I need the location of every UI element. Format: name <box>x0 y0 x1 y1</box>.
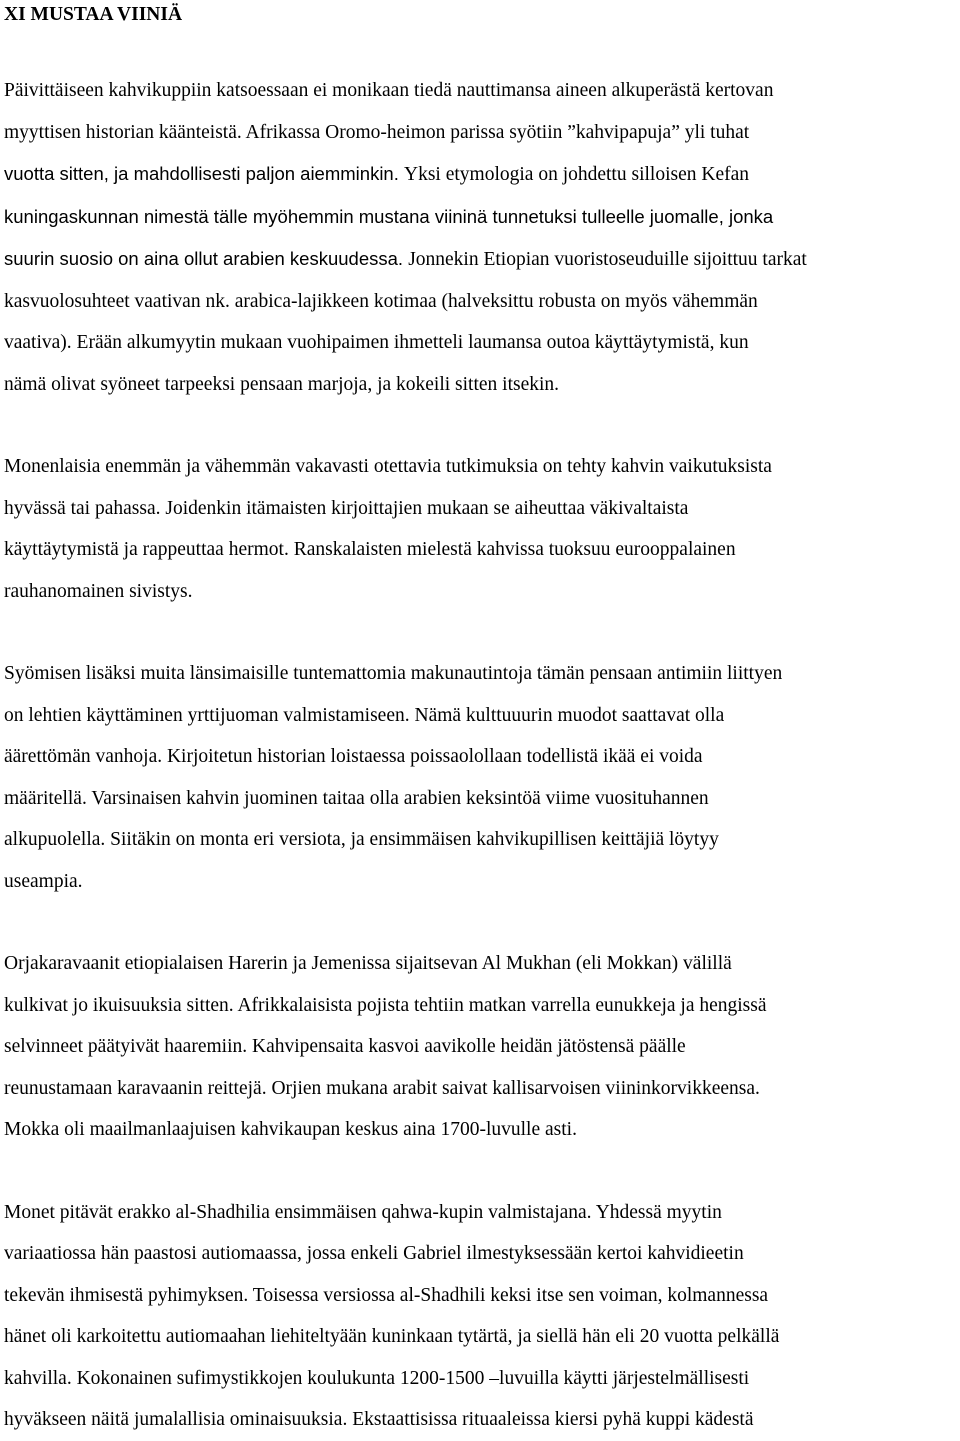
text-line: useampia. <box>4 870 83 892</box>
text-segment: Jonnekin Etiopian vuoristoseuduille sijoittuu tarkat <box>408 249 807 270</box>
text-line: kasvuolosuhteet vaativan nk. arabica-lajikkeen kotimaa (halveksittu robusta on myös vähemmän <box>4 290 758 312</box>
text-line: Mokka oli maailmanlaajuisen kahvikaupan keskus aina 1700-luvulle asti. <box>4 1119 577 1140</box>
chapter-title: XI MUSTAA VIINIÄ <box>4 4 183 25</box>
text-line: alkupuolella. Siitäkin on monta eri versiota, ja ensimmäisen kahvikupillisen keittäjiä löytyy <box>4 829 719 850</box>
text-line: Orjakaravaanit etiopialaisen Harerin ja Jemenissa sijaitsevan Al Mukhan (eli Mokkan) välillä <box>4 953 732 974</box>
text-line: äärettömän vanhoja. Kirjoitetun historian loistaessa poissaolollaan todellistä ikää ei voida <box>4 746 703 767</box>
text-line: Syömisen lisäksi muita länsimaisille tuntemattomia makunautintoja tämän pensaan antimiin liittyen <box>4 663 783 684</box>
text-line: kahvilla. Kokonainen sufimystikkojen koulukunta 1200-1500 –luvuilla käytti järjestelmällisesti <box>4 1367 750 1389</box>
text-segment: Yksi etymologia on johdettu silloisen Kefan <box>404 164 749 185</box>
text-line: hyväkseen näitä jumalallisia ominaisuuksia. Ekstaattisissa rituaaleissa kiersi pyhä kuppi kädestä <box>4 1409 754 1430</box>
text-line <box>4 238 956 281</box>
paragraph <box>4 446 956 612</box>
text-line: rauhanomainen sivistys. <box>4 580 193 602</box>
text-line: vaativa). Erään alkumyytin mukaan vuohipaimen ihmetteli laumansa outoa käyttäytymistä, kun <box>4 332 749 353</box>
text-line: hänet oli karkoitettu autiomaahan liehiteltyään kuninkaan tytärtä, ja siellä hän eli 20 vuotta pelkällä <box>4 1326 780 1347</box>
paragraph <box>4 653 956 902</box>
text-line: nämä olivat syöneet tarpeeksi pensaan marjoja, ja kokeili sitten itsekin. <box>4 373 560 395</box>
text-line <box>4 153 956 196</box>
text-line: Monet pitävät erakko al-Shadhilia ensimmäisen qahwa-kupin valmistajana. Yhdessä myytin <box>4 1201 722 1223</box>
text-line: hyvässä tai pahassa. Joidenkin itämaisten kirjoittajien mukaan se aiheuttaa väkivaltaista <box>4 497 689 519</box>
text-line <box>4 196 956 239</box>
text-line: Päivittäiseen kahvikuppiin katsoessaan ei monikaan tiedä nauttimansa aineen alkuperästä kertovan <box>4 80 774 101</box>
document-body <box>4 70 956 1441</box>
text-segment: suurin suosio on aina ollut arabien keskuudessa. <box>4 248 409 269</box>
text-line: myyttisen historian käänteistä. Afrikassa Oromo-heimon parissa syötiin ”kahvipapuja” yli tuhat <box>4 121 750 143</box>
text-line: käyttäytymistä ja rappeuttaa hermot. Ranskalaisten mielestä kahvissa tuoksuu eurooppalainen <box>4 539 736 560</box>
text-segment: vuotta sitten, ja mahdollisesti paljon aiemminkin. <box>4 163 404 184</box>
text-line: tekevän ihmisestä pyhimyksen. Toisessa versiossa al-Shadhili keksi itse sen voiman, kolmannessa <box>4 1284 769 1306</box>
text-line: on lehtien käyttäminen yrttijuoman valmistamiseen. Nämä kulttuuurin muodot saattavat olla <box>4 704 725 726</box>
text-line: Monenlaisia enemmän ja vähemmän vakavasti otettavia tutkimuksia on tehty kahvin vaikutuksista <box>4 456 772 477</box>
text-line: reunustamaan karavaanin reittejä. Orjien mukana arabit saivat kallisarvoisen viininkorvikkeensa. <box>4 1077 760 1099</box>
paragraph <box>4 70 956 405</box>
text-line: kulkivat jo ikuisuuksia sitten. Afrikkalaisista pojista tehtiin matkan varrella eunukkeja ja hengissä <box>4 994 767 1016</box>
paragraph <box>4 1192 956 1441</box>
text-segment: kuningaskunnan nimestä tälle myöhemmin mustana viininä tunnetuksi tulleelle juomalle, jonka <box>4 205 774 227</box>
text-line: selvinneet päätyivät haaremiin. Kahvipensaita kasvoi aavikolle heidän jätöstensä päälle <box>4 1036 686 1057</box>
paragraph <box>4 943 956 1151</box>
text-line: määritellä. Varsinaisen kahvin juominen taitaa olla arabien keksintöä viime vuosituhannen <box>4 787 709 809</box>
text-line: variaatiossa hän paastosi autiomaassa, jossa enkeli Gabriel ilmestyksessään kertoi kahvidieetin <box>4 1243 744 1264</box>
